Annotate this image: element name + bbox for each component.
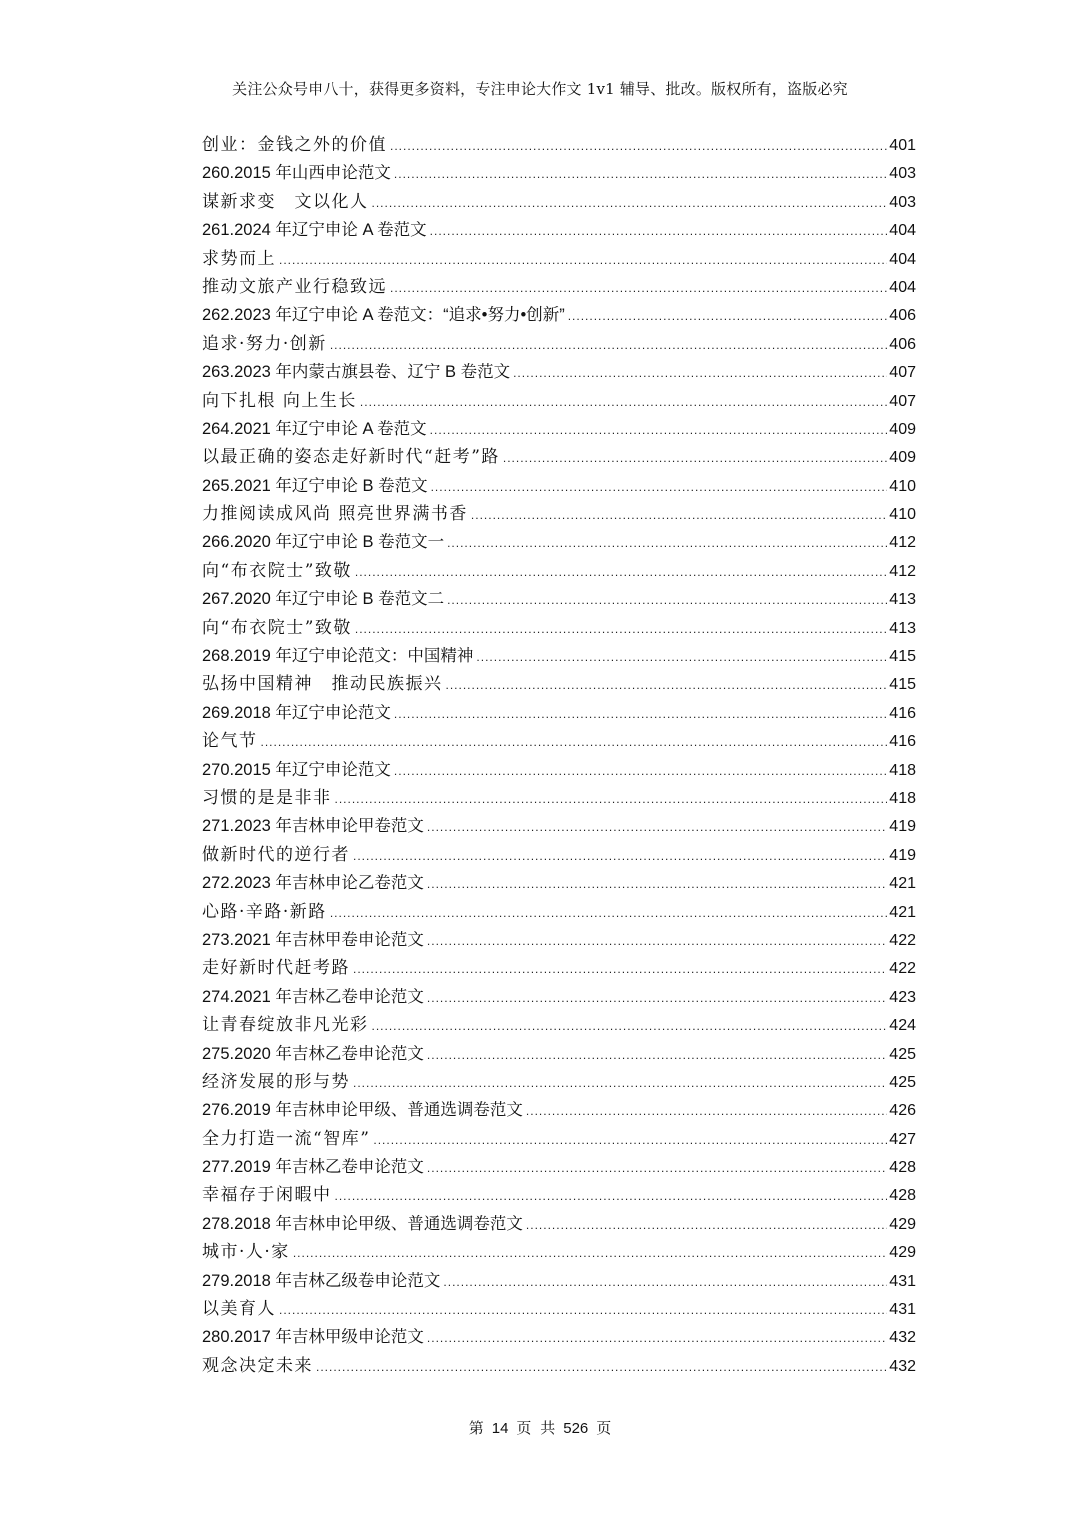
toc-entry-page: 421	[889, 903, 916, 921]
toc-entry-title: 向“布衣院士”致敬	[202, 560, 352, 581]
toc-entry-title: 261.2024 年辽宁申论 A 卷范文	[202, 221, 427, 240]
toc-dot-leader	[427, 1041, 887, 1069]
toc-entry-title: 266.2020 年辽宁申论 B 卷范文一	[202, 533, 445, 552]
toc-dot-leader	[355, 558, 887, 586]
toc-entry-page: 409	[889, 449, 916, 467]
toc-entry-title: 幸福存于闲暇中	[202, 1185, 332, 1206]
toc-entry[interactable]	[202, 926, 916, 954]
toc-entry-title: 经济发展的形与势	[202, 1071, 350, 1092]
toc-dot-leader	[353, 955, 887, 983]
toc-entry-title: 262.2023 年辽宁申论 A 卷范文：“追求•努力•创新”	[202, 306, 565, 325]
toc-entry[interactable]	[202, 415, 916, 443]
toc-dot-leader	[427, 984, 887, 1012]
toc-dot-leader	[446, 671, 888, 699]
toc-entry-title: 265.2021 年辽宁申论 B 卷范文	[202, 476, 428, 495]
toc-entry-page: 406	[889, 307, 916, 325]
toc-entry-page: 422	[889, 931, 916, 949]
toc-entry[interactable]	[202, 1125, 916, 1153]
toc-entry-title: 274.2021 年吉林乙卷申论范文	[202, 987, 424, 1006]
toc-entry[interactable]	[202, 1323, 916, 1351]
toc-dot-leader	[335, 1182, 888, 1210]
toc-dot-leader	[427, 1324, 887, 1352]
toc-entry[interactable]	[202, 159, 916, 187]
toc-entry-page: 401	[889, 137, 916, 154]
toc-entry[interactable]	[202, 1181, 916, 1209]
toc-entry[interactable]	[202, 330, 916, 358]
toc-dot-leader	[447, 529, 887, 557]
toc-entry-title: 278.2018 年吉林申论甲级、普通选调卷范文	[202, 1214, 523, 1233]
toc-entry[interactable]	[202, 301, 916, 329]
toc-dot-leader	[503, 444, 887, 472]
toc-entry-page: 419	[889, 846, 916, 864]
toc-entry-title: 追求·努力·创新	[202, 333, 327, 354]
toc-dot-leader	[390, 132, 887, 160]
toc-dot-leader	[330, 331, 887, 359]
toc-entry[interactable]	[202, 245, 916, 273]
toc-entry[interactable]	[202, 1153, 916, 1181]
toc-entry-page: 425	[889, 1073, 916, 1091]
toc-entry-title: 创业：金钱之外的价值	[202, 135, 387, 155]
toc-entry-page: 415	[889, 676, 916, 694]
toc-dot-leader	[372, 189, 888, 217]
toc-entry-page: 422	[889, 960, 916, 978]
toc-entry-title: 谋新求变 文以化人	[202, 191, 369, 212]
toc-entry-title: 城市·人·家	[202, 1242, 290, 1263]
toc-entry[interactable]	[202, 358, 916, 386]
toc-entry-title: 向下扎根 向上生长	[202, 390, 357, 411]
footer-total-unit: 页	[596, 1419, 612, 1437]
toc-entry[interactable]	[202, 699, 916, 727]
footer-current-page: 14	[491, 1420, 509, 1437]
toc-entry-title: 267.2020 年辽宁申论 B 卷范文二	[202, 590, 445, 609]
toc-entry-page: 431	[889, 1272, 916, 1290]
toc-entry-page: 418	[889, 789, 916, 807]
toc-entry[interactable]	[202, 528, 916, 556]
toc-entry[interactable]	[202, 642, 916, 670]
toc-entry[interactable]	[202, 983, 916, 1011]
toc-entry-page: 406	[889, 335, 916, 353]
toc-entry[interactable]	[202, 1295, 916, 1323]
toc-entry[interactable]	[202, 557, 916, 585]
table-of-contents	[202, 131, 916, 1380]
toc-entry-title: 270.2015 年辽宁申论范文	[202, 760, 391, 779]
toc-entry[interactable]	[202, 756, 916, 784]
toc-dot-leader	[427, 870, 887, 898]
toc-entry-title: 277.2019 年吉林乙卷申论范文	[202, 1158, 424, 1177]
toc-entry-page: 412	[889, 562, 916, 580]
toc-entry-title: 向“布衣院士”致敬	[202, 617, 352, 638]
page-header	[0, 78, 1080, 100]
toc-dot-leader	[430, 416, 888, 444]
toc-entry[interactable]	[202, 898, 916, 926]
toc-entry-page: 428	[889, 1187, 916, 1205]
footer-total-pages: 526	[563, 1420, 589, 1437]
toc-entry-title: 论气节	[202, 731, 258, 752]
toc-entry-page: 404	[889, 222, 916, 240]
toc-entry[interactable]	[202, 443, 916, 471]
toc-dot-leader	[526, 1097, 887, 1125]
toc-entry-title: 全力打造一流“智库”	[202, 1128, 371, 1149]
toc-entry-title: 走好新时代赶考路	[202, 958, 350, 979]
toc-entry-title: 269.2018 年辽宁申论范文	[202, 703, 391, 722]
toc-dot-leader	[513, 359, 887, 387]
toc-entry[interactable]	[202, 1011, 916, 1039]
toc-entry-title: 268.2019 年辽宁申论范文：中国精神	[202, 647, 474, 666]
toc-entry-title: 279.2018 年吉林乙级卷申论范文	[202, 1271, 441, 1290]
toc-entry-title: 272.2023 年吉林申论乙卷范文	[202, 874, 424, 893]
toc-entry[interactable]	[202, 585, 916, 613]
toc-entry-title: 280.2017 年吉林甲级申论范文	[202, 1328, 424, 1347]
toc-entry-page: 407	[889, 364, 916, 382]
toc-entry-page: 410	[889, 477, 916, 495]
toc-dot-leader	[427, 927, 887, 955]
toc-dot-leader	[335, 785, 888, 813]
toc-entry[interactable]	[202, 614, 916, 642]
toc-entry-title: 让青春绽放非凡光彩	[202, 1015, 369, 1036]
toc-entry[interactable]	[202, 784, 916, 812]
toc-entry-title: 力推阅读成风尚 照亮世界满书香	[202, 504, 468, 525]
toc-entry-title: 推动文旅产业行稳致远	[202, 276, 387, 297]
toc-entry[interactable]	[202, 1068, 916, 1096]
toc-entry-title: 做新时代的逆行者	[202, 844, 350, 865]
toc-entry-title: 264.2021 年辽宁申论 A 卷范文	[202, 419, 427, 438]
toc-entry[interactable]	[202, 727, 916, 755]
toc-entry-title: 以最正确的姿态走好新时代“赶考”路	[202, 447, 500, 468]
toc-entry-page: 421	[889, 875, 916, 893]
toc-dot-leader	[427, 1154, 887, 1182]
toc-entry-title: 263.2023 年内蒙古旗县卷、辽宁 B 卷范文	[202, 363, 511, 382]
toc-entry[interactable]	[202, 812, 916, 840]
toc-entry-page: 427	[889, 1130, 916, 1148]
toc-dot-leader	[360, 388, 887, 416]
toc-dot-leader	[390, 274, 887, 302]
toc-entry[interactable]	[202, 1210, 916, 1238]
toc-dot-leader	[394, 160, 887, 188]
toc-dot-leader	[293, 1239, 887, 1267]
toc-dot-leader	[355, 615, 887, 643]
toc-dot-leader	[316, 1353, 887, 1381]
toc-dot-leader	[394, 757, 887, 785]
toc-entry-page: 418	[889, 761, 916, 779]
toc-entry-page: 426	[889, 1102, 916, 1120]
page-footer	[0, 1417, 1080, 1440]
toc-entry-title: 以美育人	[202, 1299, 276, 1320]
toc-entry[interactable]	[202, 670, 916, 698]
toc-entry-page: 431	[889, 1301, 916, 1319]
toc-entry[interactable]	[202, 1352, 916, 1380]
toc-entry-title: 271.2023 年吉林申论甲卷范文	[202, 817, 424, 836]
toc-entry[interactable]	[202, 216, 916, 244]
toc-entry-page: 419	[889, 818, 916, 836]
toc-dot-leader	[353, 842, 887, 870]
toc-entry-title: 心路·辛路·新路	[202, 901, 327, 922]
toc-entry-page: 404	[889, 250, 916, 268]
toc-entry-page: 429	[889, 1244, 916, 1262]
toc-entry[interactable]	[202, 1040, 916, 1068]
toc-entry[interactable]	[202, 954, 916, 982]
toc-entry-title: 习惯的是是非非	[202, 787, 332, 808]
toc-entry[interactable]	[202, 841, 916, 869]
header-notice: 关注公众号申八十，获得更多资料，专注申论大作文 1v1 辅导、批改。版权所有，盗版必究	[232, 80, 848, 98]
toc-entry-title: 273.2021 年吉林甲卷申论范文	[202, 930, 424, 949]
toc-entry-page: 407	[889, 392, 916, 410]
toc-entry-page: 428	[889, 1159, 916, 1177]
toc-dot-leader	[476, 643, 887, 671]
toc-entry-page: 413	[889, 591, 916, 609]
toc-entry-page: 415	[889, 648, 916, 666]
toc-dot-leader	[427, 813, 887, 841]
toc-dot-leader	[372, 1012, 888, 1040]
footer-total-word: 共	[540, 1419, 556, 1437]
toc-entry[interactable]	[202, 500, 916, 528]
toc-entry[interactable]	[202, 273, 916, 301]
toc-entry-page: 404	[889, 278, 916, 296]
toc-dot-leader	[279, 1296, 887, 1324]
toc-dot-leader	[394, 700, 887, 728]
toc-entry-page: 412	[889, 534, 916, 552]
toc-entry-title: 观念决定未来	[202, 1355, 313, 1376]
toc-dot-leader	[261, 728, 888, 756]
toc-entry-title: 275.2020 年吉林乙卷申论范文	[202, 1044, 424, 1063]
toc-entry[interactable]	[202, 1096, 916, 1124]
toc-dot-leader	[526, 1211, 887, 1239]
toc-entry[interactable]	[202, 1267, 916, 1295]
toc-dot-leader	[431, 473, 888, 501]
toc-entry[interactable]	[202, 387, 916, 415]
toc-entry[interactable]	[202, 472, 916, 500]
toc-dot-leader	[353, 1069, 887, 1097]
toc-dot-leader	[447, 586, 887, 614]
toc-entry[interactable]	[202, 131, 916, 159]
toc-dot-leader	[330, 899, 887, 927]
toc-entry-page: 410	[889, 506, 916, 524]
toc-entry-page: 423	[889, 988, 916, 1006]
toc-entry-page: 416	[889, 733, 916, 751]
toc-entry-page: 403	[889, 193, 916, 211]
toc-dot-leader	[279, 246, 887, 274]
toc-entry-page: 429	[889, 1215, 916, 1233]
toc-entry-page: 432	[889, 1329, 916, 1347]
toc-entry-page: 416	[889, 704, 916, 722]
toc-entry-title: 260.2015 年山西申论范文	[202, 164, 391, 183]
toc-dot-leader	[471, 501, 887, 529]
footer-page-word: 第	[468, 1419, 484, 1437]
toc-entry-page: 409	[889, 420, 916, 438]
toc-dot-leader	[443, 1268, 887, 1296]
toc-entry[interactable]	[202, 188, 916, 216]
toc-dot-leader	[568, 302, 888, 330]
footer-page-unit: 页	[516, 1419, 532, 1437]
toc-entry-page: 424	[889, 1017, 916, 1035]
toc-entry-page: 403	[889, 165, 916, 183]
toc-entry-title: 弘扬中国精神 推动民族振兴	[202, 674, 443, 695]
toc-entry-title: 求势而上	[202, 248, 276, 269]
toc-entry[interactable]	[202, 1238, 916, 1266]
toc-dot-leader	[373, 1126, 887, 1154]
toc-entry-page: 413	[889, 619, 916, 637]
toc-dot-leader	[430, 217, 888, 245]
toc-entry-title: 276.2019 年吉林申论甲级、普通选调卷范文	[202, 1101, 523, 1120]
toc-entry-page: 425	[889, 1045, 916, 1063]
toc-entry-page: 432	[889, 1357, 916, 1375]
toc-entry[interactable]	[202, 869, 916, 897]
